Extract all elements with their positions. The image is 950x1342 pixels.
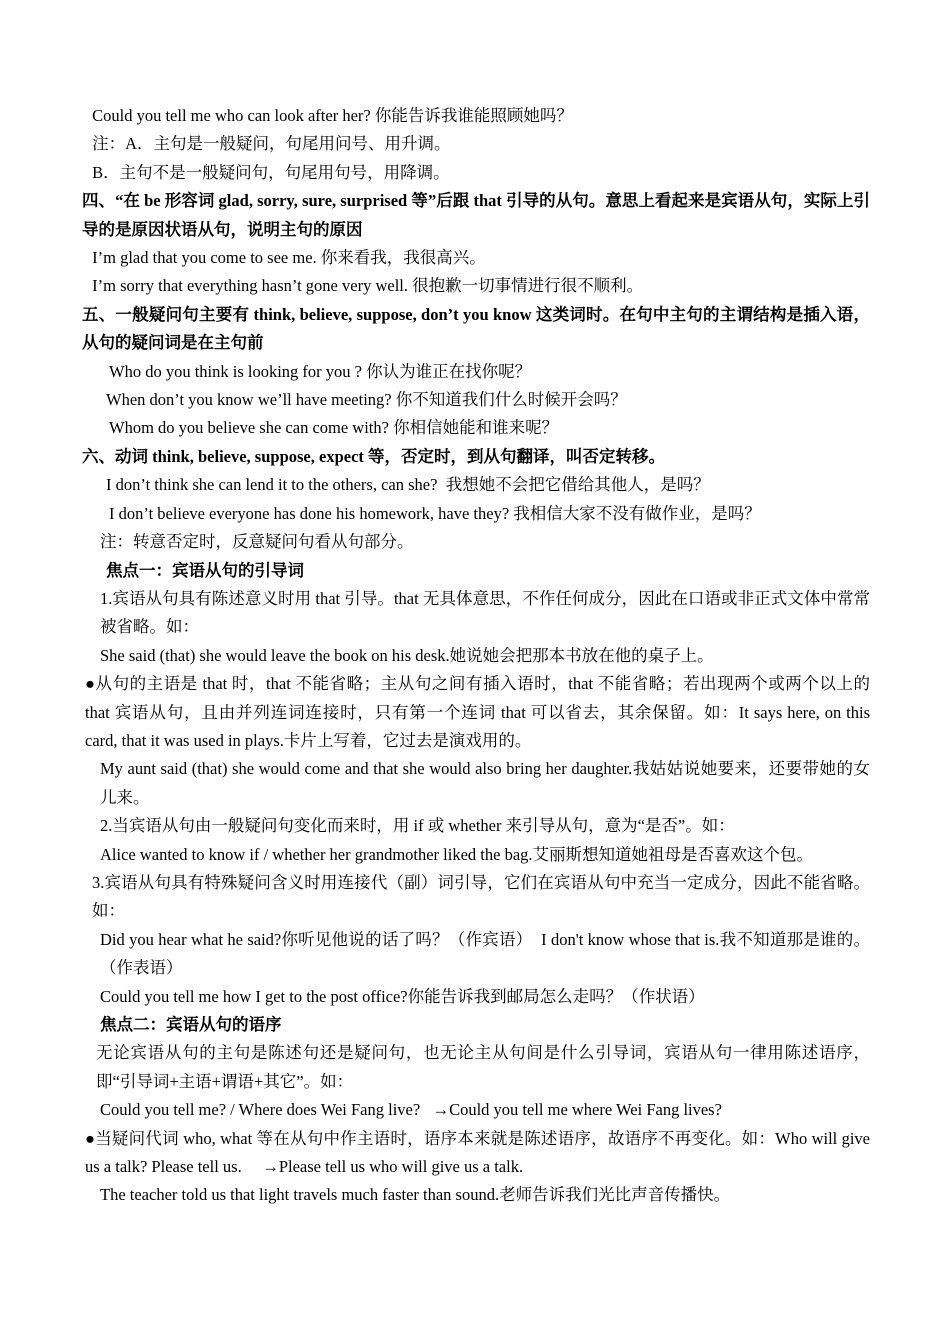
- rule-paragraph: 1.宾语从句具有陈述意义时用 that 引导。that 无具体意思，不作任何成分，因此在口语或非正式文体中常常被省略。如：: [100, 588, 870, 637]
- note-line: 注：转意否定时，反意疑问句看从句部分。: [100, 532, 414, 552]
- example-sentence: The teacher told us that light travels much faster than sound.老师告诉我们光比声音传播快。: [100, 1185, 731, 1205]
- example-sentence: Did you hear what he said?你听见他说的话了吗？（作宾语） I don't know whose that is.我不知道那是谁的。（作表语）: [100, 929, 870, 978]
- rule-paragraph: 3.宾语从句具有特殊疑问含义时用连接代（副）词引导，它们在宾语从句中充当一定成分，因此不能省略。如：: [92, 872, 870, 921]
- focus-heading: 焦点二：宾语从句的语序: [100, 1015, 282, 1034]
- example-sentence: I’m sorry that everything hasn’t gone very well. 很抱歉一切事情进行很不顺利。: [88, 276, 644, 296]
- note-line: 注：A．主句是一般疑问，句尾用问号、用升调。: [88, 134, 451, 154]
- section-heading: 五、一般疑问句主要有 think, believe, suppose, don’t you know 这类词时。在句中主句的主谓结构是插入语，从句的疑问词是在主句前: [82, 304, 870, 353]
- section-heading: 四、“在 be 形容词 glad, sorry, sure, surprised 等”后跟 that 引导的从句。意思上看起来是宾语从句，实际上引导的是原因状语从句，说明主句的原因: [82, 191, 870, 239]
- example-sentence: Alice wanted to know if / whether her grandmother liked the bag.艾丽斯想知道她祖母是否喜欢这个包。: [100, 844, 814, 864]
- rule-paragraph: 2.当宾语从句由一般疑问句变化而来时，用 if 或 whether 来引导从句，意为“是否”。如：: [100, 816, 735, 836]
- example-sentence: Could you tell me how I get to the post office?你能告诉我到邮局怎么走吗？（作状语）: [100, 986, 705, 1006]
- example-sentence: Could you tell me? / Where does Wei Fang live? →Could you tell me where Wei Fang lives?: [100, 1100, 722, 1120]
- example-sentence: Who do you think is looking for you ? 你认为谁正在找你呢？: [109, 361, 532, 381]
- example-sentence: Whom do you believe she can come with? 你相信她能和谁来呢？: [109, 418, 559, 438]
- example-sentence: She said (that) she would leave the book on his desk.她说她会把那本书放在他的桌子上。: [100, 645, 714, 665]
- example-sentence: When don’t you know we’ll have meeting? 你不知道我们什么时候开会吗？: [106, 390, 627, 410]
- focus-heading: 焦点一：宾语从句的引导词: [106, 560, 304, 580]
- document-body: [82, 102, 875, 1210]
- example-sentence: Could you tell me who can look after her? 你能告诉我谁能照顾她吗？: [88, 106, 573, 125]
- note-line: B．主句不是一般疑问句，句尾用句号，用降调。: [88, 162, 450, 182]
- example-sentence: I don’t believe everyone has done his homework, have they? 我相信大家不没有做作业，是吗？: [109, 503, 761, 523]
- bullet-paragraph: ●从句的主语是 that 时，that 不能省略；主从句之间有插入语时，that 不能省略；若出现两个或两个以上的 that 宾语从句，且由并列连词连接时，只有第一个连词 that 可以省去，其余保留。如：It says here, on this card, that it was used in plays.卡片上写着，它过去是演戏用的。: [85, 674, 875, 750]
- bullet-paragraph: ●当疑问代词 who, what 等在从句中作主语时，语序本来就是陈述语序，故语序不再变化。如：Who will give us a talk? Please tell us. →Please tell us who will give us a talk.: [85, 1128, 875, 1177]
- section-heading: 六、动词 think, believe, suppose, expect 等，否定时，到从句翻译，叫否定转移。: [82, 446, 666, 466]
- example-sentence: I’m glad that you come to see me. 你来看我，我很高兴。: [88, 248, 486, 268]
- example-sentence: My aunt said (that) she would come and that she would also bring her daughter.我姑姑说她要来，还要带她的女儿来。: [100, 759, 870, 807]
- rule-paragraph: 无论宾语从句的主句是陈述句还是疑问句，也无论主从句间是什么引导词，宾语从句一律用陈述语序，即“引导词+主语+谓语+其它”。如：: [96, 1043, 870, 1091]
- example-sentence: I don’t think she can lend it to the others, can she? 我想她不会把它借给其他人，是吗？: [106, 475, 710, 495]
